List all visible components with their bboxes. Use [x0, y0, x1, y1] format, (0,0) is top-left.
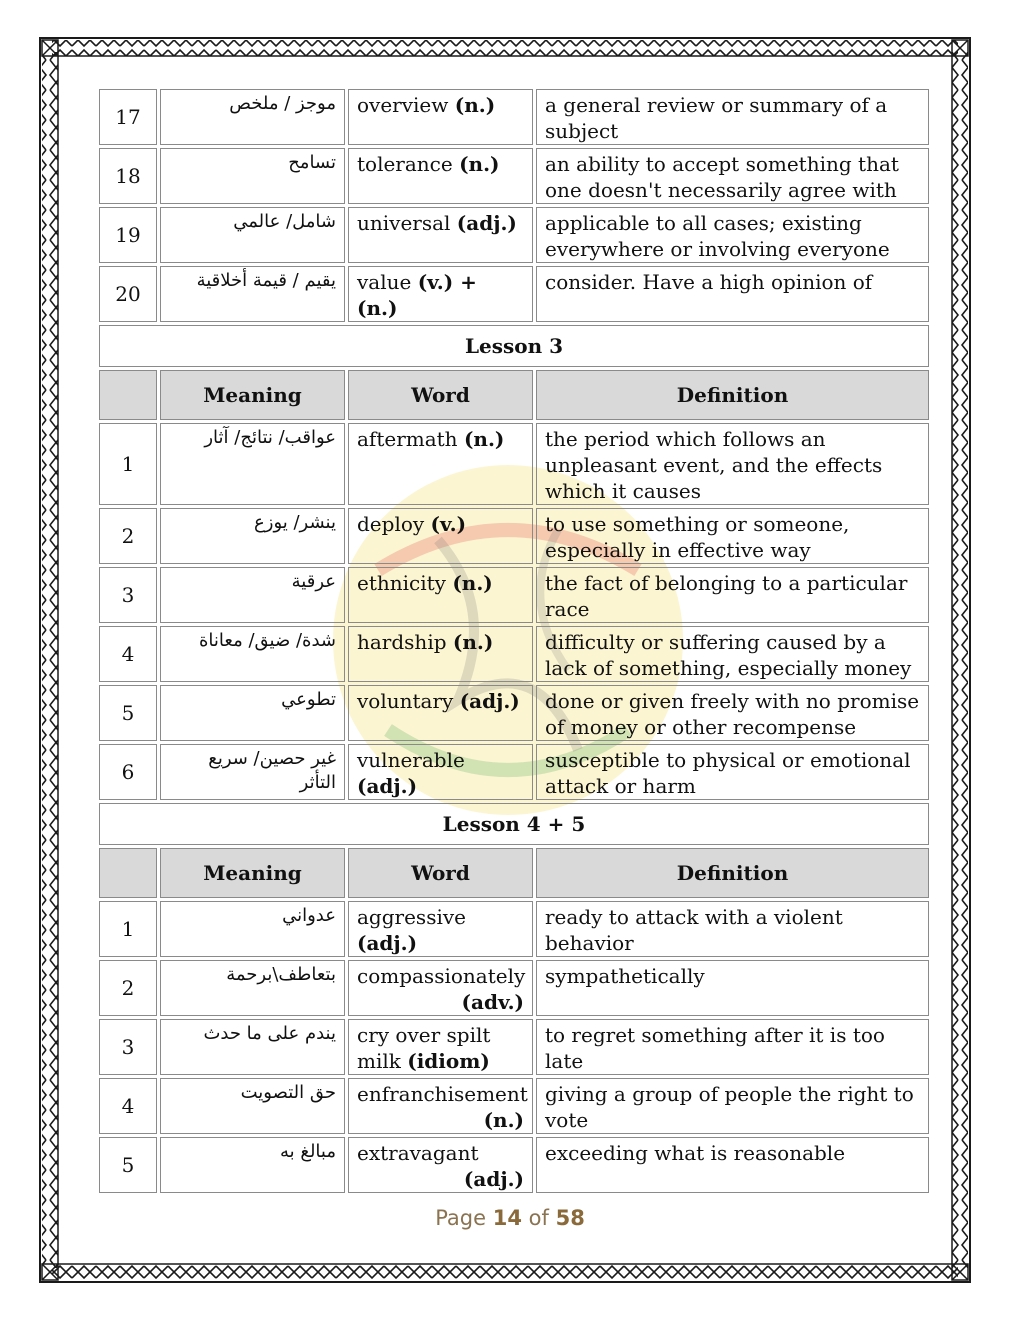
definition-text: an ability to accept something that one doesn't necessarily agree with [536, 148, 929, 204]
word-text: voluntary [357, 689, 454, 713]
part-of-speech: (n.) [483, 1108, 524, 1132]
row-number: 17 [99, 89, 157, 145]
table-row [99, 960, 929, 1016]
row-number: 2 [99, 508, 157, 564]
definition-text: ready to attack with a violent behavior [536, 901, 929, 957]
definition-text: the period which follows an unpleasant event, and the effects which it causes [536, 423, 929, 505]
row-number: 4 [99, 626, 157, 682]
part-of-speech: (n.) [452, 571, 493, 595]
word-text: deploy [357, 512, 425, 536]
row-number: 20 [99, 266, 157, 322]
header-meaning: Meaning [160, 848, 345, 898]
part-of-speech: (adj.) [357, 931, 418, 955]
definition-text: the fact of belonging to a particular race [536, 567, 929, 623]
header-number-blank [99, 370, 157, 420]
row-number: 3 [99, 567, 157, 623]
header-number-blank [99, 848, 157, 898]
row-number: 18 [99, 148, 157, 204]
word-cell [348, 626, 533, 682]
word-text: aggressive [357, 905, 466, 929]
word-text: hardship [357, 630, 447, 654]
word-text: aftermath [357, 427, 458, 451]
word-text: cry over spilt milk [357, 1023, 491, 1073]
definition-text: consider. Have a high opinion of [536, 266, 929, 322]
header-word: Word [348, 370, 533, 420]
row-number: 6 [99, 744, 157, 800]
word-cell [348, 266, 533, 322]
table-row [99, 1019, 929, 1075]
arabic-meaning: شدة/ ضيق/ معاناة [160, 626, 345, 682]
row-number: 1 [99, 423, 157, 505]
header-definition: Definition [536, 848, 929, 898]
table-row [99, 685, 929, 741]
definition-text: difficulty or suffering caused by a lack of something, especially money [536, 626, 929, 682]
footer-page-label: Page [435, 1206, 487, 1230]
current-page-number: 14 [492, 1206, 522, 1230]
arabic-meaning: ينشر/ يوزع [160, 508, 345, 564]
table-row [99, 744, 929, 800]
part-of-speech: (v.) + (n.) [357, 270, 477, 320]
column-header-row [99, 370, 929, 420]
word-cell [348, 1019, 533, 1075]
word-text: vulnerable [357, 748, 465, 772]
table-row [99, 266, 929, 322]
table-row [99, 89, 929, 145]
row-number: 19 [99, 207, 157, 263]
table-row [99, 901, 929, 957]
word-cell [348, 901, 533, 957]
definition-text: done or given freely with no promise of money or other recompense [536, 685, 929, 741]
word-text: overview [357, 93, 449, 117]
footer-of-label: of [528, 1206, 549, 1230]
part-of-speech: (adj.) [456, 211, 517, 235]
definition-text: applicable to all cases; existing everywhere or involving everyone [536, 207, 929, 263]
word-cell [348, 567, 533, 623]
arabic-meaning: عرقية [160, 567, 345, 623]
header-definition: Definition [536, 370, 929, 420]
arabic-meaning: بتعاطف\برحمة [160, 960, 345, 1016]
part-of-speech: (adv.) [461, 990, 524, 1014]
definition-text: a general review or summary of a subject [536, 89, 929, 145]
arabic-meaning: يقيم / قيمة أخلاقية [160, 266, 345, 322]
row-number: 5 [99, 685, 157, 741]
table-row [99, 1078, 929, 1134]
table-row [99, 423, 929, 505]
word-text: compassionately [357, 964, 526, 988]
word-cell [348, 960, 533, 1016]
lesson-title-row [99, 803, 929, 845]
part-of-speech: (n.) [459, 152, 500, 176]
lesson-title: Lesson 4 + 5 [99, 803, 929, 845]
column-header-row [99, 848, 929, 898]
word-cell [348, 1137, 533, 1193]
lesson-title: Lesson 3 [99, 325, 929, 367]
part-of-speech: (adj.) [357, 774, 418, 798]
part-of-speech: (n.) [463, 427, 505, 451]
word-cell [348, 508, 533, 564]
arabic-meaning: موجز / ملخص [160, 89, 345, 145]
lesson-title-row [99, 325, 929, 367]
word-text: enfranchisement [357, 1082, 528, 1106]
definition-text: susceptible to physical or emotional attack or harm [536, 744, 929, 800]
definition-text: giving a group of people the right to vote [536, 1078, 929, 1134]
definition-text: exceeding what is reasonable [536, 1137, 929, 1193]
part-of-speech: (adj.) [463, 1167, 524, 1191]
total-pages-number: 58 [555, 1206, 585, 1230]
arabic-meaning: عدواني [160, 901, 345, 957]
arabic-meaning: عواقب/ نتائج/ آثار [160, 423, 345, 505]
word-text: value [357, 270, 412, 294]
table-row [99, 567, 929, 623]
part-of-speech: (idiom) [407, 1049, 490, 1073]
header-word: Word [348, 848, 533, 898]
part-of-speech: (n.) [452, 630, 494, 654]
part-of-speech: (n.) [454, 93, 496, 117]
word-cell [348, 148, 533, 204]
arabic-meaning: تسامح [160, 148, 345, 204]
table-row [99, 207, 929, 263]
word-text: extravagant [357, 1141, 479, 1165]
arabic-meaning: يندم على ما حدث [160, 1019, 345, 1075]
arabic-meaning: غير حصين/ سريع التأثر [160, 744, 345, 800]
part-of-speech: (adj.) [459, 689, 520, 713]
definition-text: to use something or someone, especially in effective way [536, 508, 929, 564]
table-row [99, 626, 929, 682]
definition-text: sympathetically [536, 960, 929, 1016]
table-row [99, 508, 929, 564]
arabic-meaning: حق التصويت [160, 1078, 345, 1134]
arabic-meaning: تطوعي [160, 685, 345, 741]
word-cell [348, 207, 533, 263]
word-cell [348, 1078, 533, 1134]
word-text: universal [357, 211, 451, 235]
word-text: ethnicity [357, 571, 446, 595]
row-number: 4 [99, 1078, 157, 1134]
part-of-speech: (v.) [430, 512, 467, 536]
row-number: 5 [99, 1137, 157, 1193]
word-cell [348, 685, 533, 741]
row-number: 3 [99, 1019, 157, 1075]
vocabulary-table [96, 86, 932, 1196]
definition-text: to regret something after it is too late [536, 1019, 929, 1075]
row-number: 1 [99, 901, 157, 957]
word-text: tolerance [357, 152, 453, 176]
arabic-meaning: شامل/ عالمي [160, 207, 345, 263]
page-footer [0, 1206, 1020, 1230]
header-meaning: Meaning [160, 370, 345, 420]
word-cell [348, 744, 533, 800]
word-cell [348, 89, 533, 145]
word-cell [348, 423, 533, 505]
row-number: 2 [99, 960, 157, 1016]
arabic-meaning: مبالغ به [160, 1137, 345, 1193]
table-row [99, 1137, 929, 1193]
table-row [99, 148, 929, 204]
